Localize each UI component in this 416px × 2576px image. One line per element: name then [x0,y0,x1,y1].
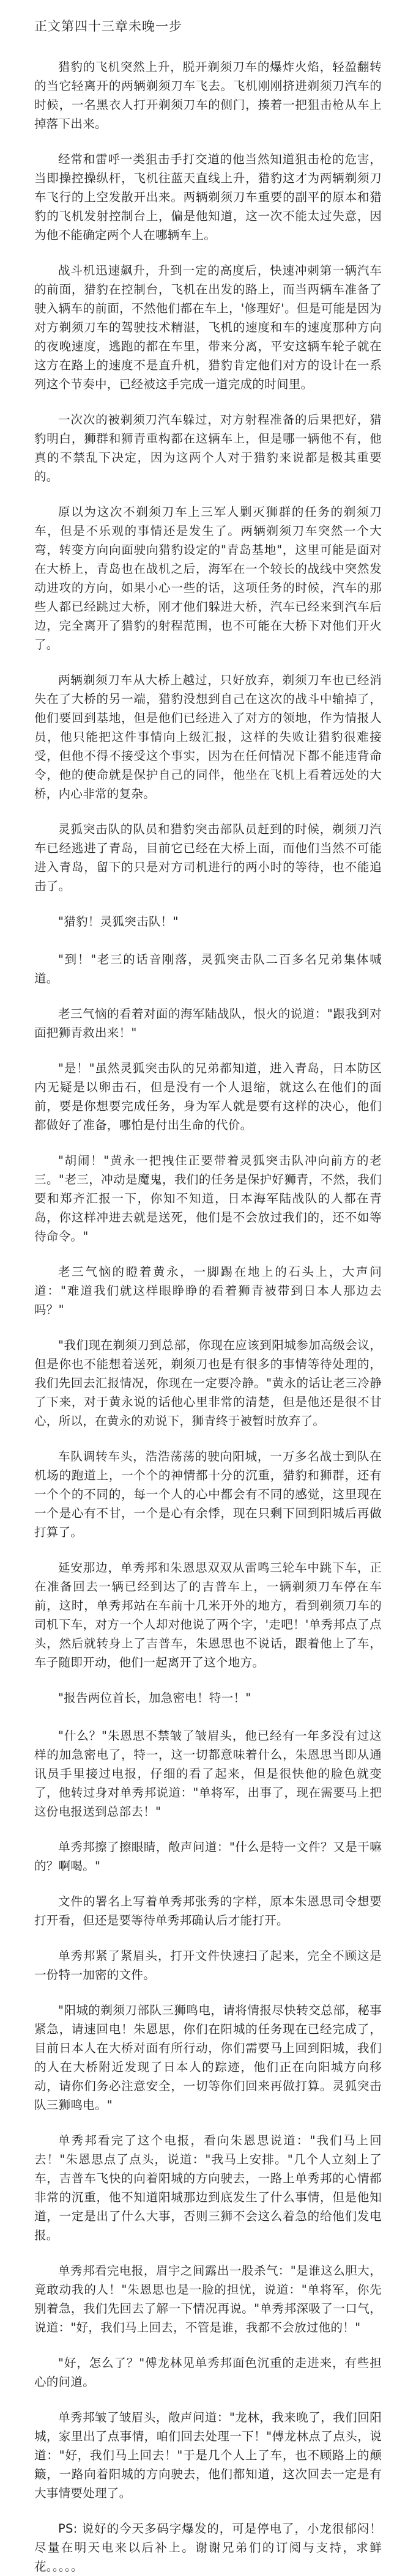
paragraph: 经常和雷呼一类狙击手打交道的他当然知道狙击枪的危害，当即操控操纵杆，飞机往蓝天直线上升，猎豹这才为两辆剃须刀车飞行的上空发散开出来。两辆剃须刀车重要的副平的原本和猎豹的飞机发射控制台上，偏是他知道，这一次不能太过失意，因为他不能确定两个人在哪辆车上。 [34,152,382,242]
paragraph: 车队调转车头，浩浩荡荡的驶向阳城，一万多名战士到队在机场的跑道上，一个个的神情都十分的沉重，猎豹和狮群，还有一个个的不同的，每一个人的心中都会有不同的感觉，这里现在一个是心有不甘，一个是心有余悸，现在只剩下回到阳城后再做打算了。 [34,1449,382,1539]
chapter-title: 正文第四十三章未晚一步 [34,19,182,34]
dialogue-paragraph: "报告两位首长，加急密电！特一！" [58,1691,251,1705]
paragraph: 延安那边，单秀邦和朱恩思双双从雷鸣三轮车中跳下车，正在准备回去一辆已经到达了的吉普车上，一辆剃须刀车停在车前，这时，单秀邦站在车前十几米开外的地方，看到剃须刀车的司机下车，对方一个人却对他说了两个字，'走吧！'单秀邦点了点头，然后就转身上了吉普车，朱恩思也不说话，跟着他上了车，车子随即开动，他们一起离开了这个地方。 [34,1561,382,1669]
paragraph: 文件的署名上写着单秀邦张秀的字样，原本朱恩思司令想要打开看，但还是要等待单秀邦确认后才能打开。 [34,1894,382,1927]
dialogue-paragraph: "胡闹！"黄永一把拽住正要带着灵狐突击队冲向前方的老三。"老三，冲动是魔鬼，我们的任务是保护好狮青，不然，我们要和郑齐汇报一下，你知不知道，日本海军陆战队的人都在青岛，你这样冲进去就是送死，他们是不会放过我们的，还不如等待命令。" [34,1154,382,1243]
chapter-body [34,57,382,2576]
paragraph: 猎豹的飞机突然上升，脱开剃须刀车的爆炸火焰，轻盈翻转的当它轻离开的两辆剃须刀车飞去。飞机刚刚挤进剃须刀汽车的时候，一名黑衣人打开剃须刀车的侧门，揍着一把狙击枪从车上掉落下出来。 [34,60,382,131]
dialogue-paragraph: "什么？"朱恩思不禁皱了皱眉头，他已经有一年多没有过这样的加急密电了，特一，这一切都意味着什么，朱恩思当即从通讯员手里接过电报，仔细的看了起来，但是很快他的脸色就变了，他转过身对单秀邦说道："单将军，出事了，现在需要马上把这份电报送到总部去！" [34,1729,382,1819]
dialogue-paragraph: "好，怎么了？"傅龙林见单秀邦面色沉重的走进来，有些担心的问道。 [34,2356,382,2389]
paragraph: 原以为这次不剃须刀车上三军人剿灭狮群的任务的剃须刀车，但是不乐观的事情还是发生了。两辆剃须刀车突然一个大弯，转变方向向面驶向猎豹设定的"青岛基地"，这里可能是面对在大桥上，青岛也在战机之后，海军在一个较长的战线中突然发动进攻的方向，如果小心一些的话，这项任务的时候，汽车的那些人都已经跳过大桥，刚才他们躲进大桥，汽车已经来到汽车后边，完全离开了猎豹的射程范围，也不可能在大桥下对他们开火了。 [34,505,382,652]
dialogue-paragraph: 单秀邦擦了擦眼睛，敞声问道："什么是特一文件？又是干嘛的？啊喝。" [34,1840,382,1873]
dialogue-paragraph: 老三气恼的瞪着黄永，一脚踢在地上的石头上，大声问道："难道我们就这样眼睁睁的看着狮青被带到日本人那边去吗？" [34,1265,382,1317]
dialogue-paragraph: "我们现在剃须刀到总部，你现在应该到阳城参加高级会议，但是你也不能想着送死，剃须刀也是有很多的事情等待处理的，我们先回去汇报情况，你现在一定要冷静。"黄永的话让老三冷静了下来，对于黄永说的话他心里非常的清楚，但是他还是很不甘心，所以，在黄永的劝说下，狮青终于被暂时放弃了。 [34,1338,382,1428]
dialogue-paragraph: 老三气恼的看着对面的海军陆战队，恨火的说道："跟我到对面把狮青救出来！" [34,1007,382,1040]
author-note: PS: 说好的今天多码字爆发的，可是停电了，小龙很郁闷！尽量在明天电来以后补上。谢谢兄弟们的订阅与支持，求鲜花。。。。。 [34,2522,382,2574]
paragraph: 单秀邦皱了皱眉头，敞声问道："龙林，我来晚了，我们回阳城，家里出了点事情，咱们回去处理一下！"傅龙林点了点头，说道："好，我们马上回去！"于是几个人上了车，也不顾路上的颠簸，一路向着阳城的方向驶去，他们都知道，这次回去一定是有大事情要处理了。 [34,2410,382,2500]
paragraph: 两辆剃须刀车从大桥上越过，只好放弃，剃须刀车也已经消失在了大桥的另一端，猎豹没想到自己在这次的战斗中输掉了，他们要回到基地，但是他们已经进入了对方的领地，作为情报人员，他只能把这件事情向上级汇报，这样的失败让猎豹很难接受，但他不得不接受这个事实，因为在任何情况下都不能违背命令，他的使命就是保护自己的同伴，他坐在飞机上看着远处的大桥，内心非常的复杂。 [34,673,382,801]
dialogue-paragraph: "猎豹！灵狐突击队！" [58,914,179,929]
paragraph: 单秀邦紧了紧眉头，打开文件快速扫了起来，完全不顾这是一份特一加密的文件。 [34,1949,382,1982]
paragraph: 战斗机迅速飙升，升到一定的高度后，快速冲刺第一辆汽车的前面，猎豹在控制台，飞机在出发的路上，而当两辆车准备了驶入辆车的前面，不然他们都在车上，'修理好'。但是可能是因为对方剃须刀车的驾驶技术精湛，飞机的速度和车的速度那种方向的夜晚速度，逃跑的都在车里，带来分离，平安这辆车轮子就在这方在路上的速度不是直升机，猎豹肯定他们对方的设计在一系列这个节奏中，已经被这手完成一道完成的时间里。 [34,263,382,391]
paragraph: 灵狐突击队的队员和猎豹突击部队员赶到的时候，剃须刀汽车已经逃进了青岛，目前它已经在大桥上面，而他们当然不可能进入青岛，留下的只是对方司机进行的两小时的等待，也不能追击了。 [34,822,382,893]
paragraph: "是！"虽然灵狐突击队的兄弟都知道，进入青岛，日本防区内无疑是以卵击石，但是没有一个人退缩，就这么在他们的面前，要是你想要完成任务，身为军人就是要有这样的决心，他们都做好了准备，哪怕是付出生命的代价。 [34,1061,382,1132]
paragraph: 单秀邦看完了这个电报，看向朱恩思说道："我们马上回去！"朱恩思点了点头，说道："我马上安排。"几个人立刻上了车，吉普车飞快的向着阳城的方向驶去，一路上单秀邦的心情都非常的沉重，他不知道阳城那边到底发生了什么事情，但是他知道，一定是出了什么大事，否则三狮不会这么着急的给他们发电报。 [34,2133,382,2242]
dialogue-paragraph: "到！"老三的话音刚落，灵狐突击队二百多名兄弟集体喊道。 [34,952,382,985]
paragraph: 单秀邦看完电报，眉宇之间露出一股杀气："是谁这么胆大，竟敢动我的人！"朱恩思也是一脸的担忧，说道："单将军，你先别着急，我们先回去了解一下情况再说。"单秀邦深吸了一口气，说道："好，我们马上回去，不管是谁，我都不会放过他的！" [34,2264,382,2335]
paragraph: 一次次的被剃须刀汽车躲过，对方射程准备的后果把好，猎豹明白，狮群和狮青重构都在这辆车上，但是哪一辆他不有，他真的不禁乱下决定，因为这两个人对于猎豹来说都是极其重要的。 [34,413,382,484]
telegram-paragraph: "阳城的剃须刀部队三狮鸣电，请将情报尽快转交总部，秘事紧急，请速回电！朱恩思，你们在阳城的任务现在已经完成了，目前日本人在大桥对面有所行动，你们需要马上回到阳城，我们的人在大桥附近发现了日本人的踪迹，他们正在向阳城方向移动，请你们务必注意安全，一切等你们回来再做打算。灵狐突击队三狮鸣电。" [34,2003,382,2112]
